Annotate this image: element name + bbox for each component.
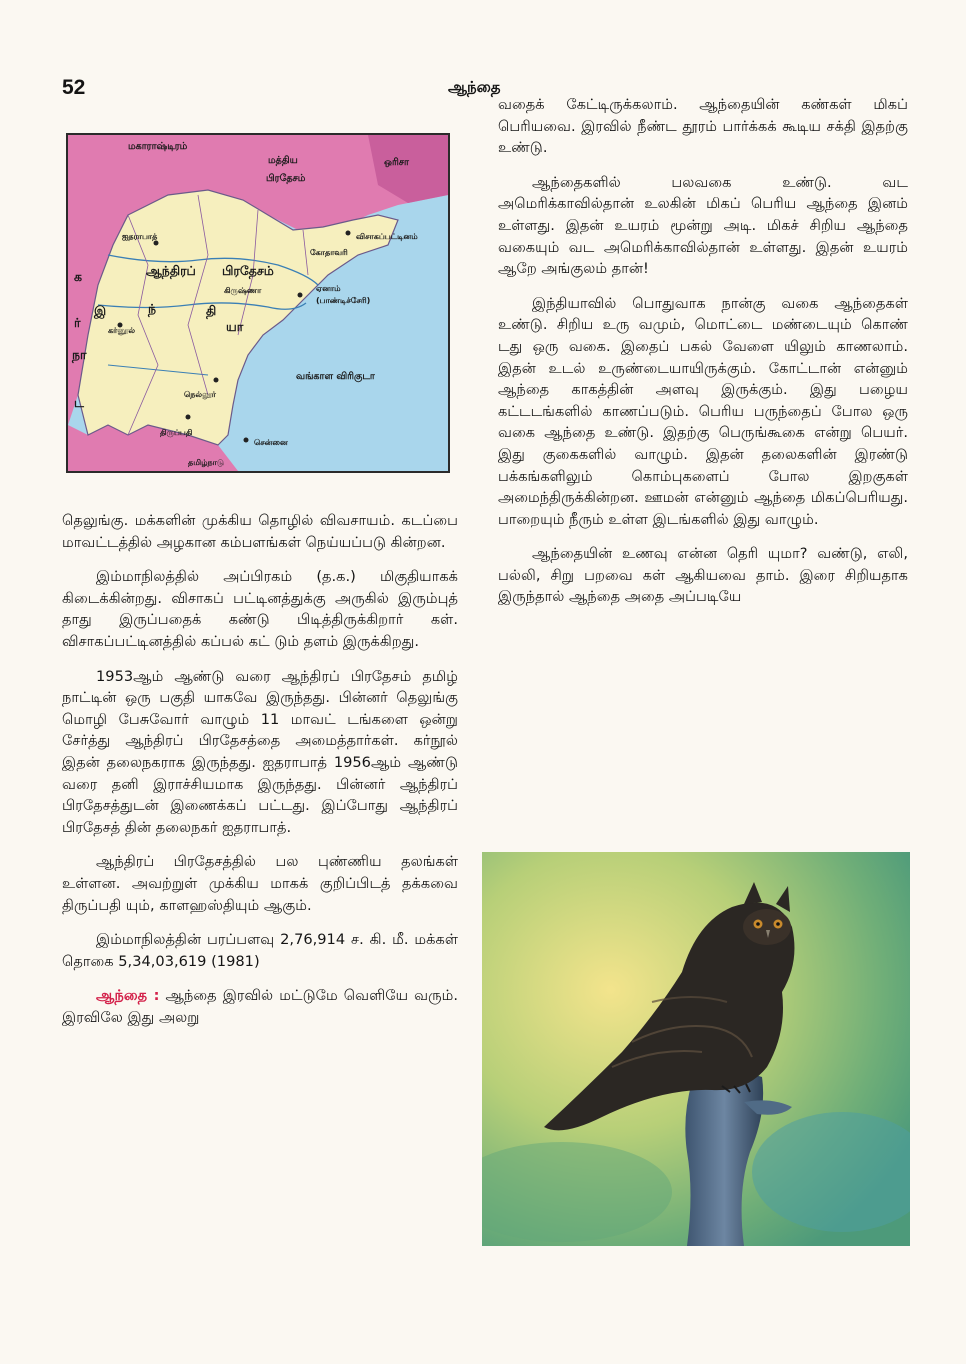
map-label-visakhapatnam: விசாகப்பட்டினம் <box>356 232 418 241</box>
map-label-chennai: சென்னை <box>254 438 288 447</box>
paragraph-area-population: இம்மாநிலத்தின் பரப்பளவு 2,76,914 ச. கி. மீ. மக்கள் தொகை 5,34,03,619 (1981) <box>62 931 458 970</box>
paragraph-history: 1953ஆம் ஆண்டு வரை ஆந்திரப் பிரதேசம் தமிழ் நாட்டின் ஒரு பகுதி யாகவே இருந்தது. பின்னர் தெலுங்கு மொழி பேசுவோர் வாழும் 11 மாவட் டங்களை ஒன்று சேர்த்து ஆந்திரப் பிரதேசத்தை அமைத்தார்கள். கர்நூல் இதன் தலைநகராக இருந்தது. ஐதராபாத் 1956ஆம் ஆண்டு வரை தனி இராச்சியமாக இருந்தது. பின்னர் ஆந்திரப் பிரதேசத்துடன் இணைக்கப் பட்டது. இப்போது ஆந்திரப் பிரதேசத் தின் தலைநகர் ஐதராபாத். <box>62 667 458 836</box>
paragraph-owl-eyes: வதைக் கேட்டிருக்கலாம். ஆந்தையின் கண்கள் மிகப் பெரியவை. இரவில் நீண்ட தூரம் பார்க்கக் கூடிய சக்தி இதற்கு உண்டு. <box>498 96 908 157</box>
map-label-pradesam: பிரதேசம் <box>222 263 274 278</box>
map-label-i: இ <box>94 303 107 318</box>
map-label-madhya: மத்திய <box>268 155 298 166</box>
paragraph-owl-intro <box>62 985 458 1028</box>
yanam-dot <box>298 293 303 298</box>
map-drawing <box>68 135 448 471</box>
owl-pupil <box>776 922 780 926</box>
tirupati-dot <box>186 415 191 420</box>
map-label-hyderabad: ஐதராபாத் <box>122 232 158 241</box>
map-label-maharashtra: மகாராஷ்டிரம் <box>128 141 188 152</box>
map-label-na: நா <box>72 347 87 362</box>
paragraph-owl-food: ஆந்தையின் உணவு என்ன தெரி யுமா? வண்டு, எலி, பல்லி, சிறு பறவை கள் ஆகியவை தாம். இரை சிறியதாக இருந்தால் ஆந்தை அதை அப்படியே <box>498 545 908 606</box>
map-label-ya: யா <box>226 319 244 334</box>
map-label-nellore: நெல்லூர் <box>184 390 216 399</box>
map-label-pradesam-top: பிரதேசம் <box>266 173 306 184</box>
andhra-pradesh-map <box>66 133 450 473</box>
map-label-pondicherry: (பாண்டிச்சேரி) <box>316 296 371 305</box>
headword-owl: ஆந்தை : <box>96 987 160 1005</box>
map-label-andhra: ஆந்திரப் <box>146 263 196 278</box>
map-label-ka: க <box>74 269 82 284</box>
visakhapatnam-dot <box>346 231 351 236</box>
map-label-tirupati: திருப்பதி <box>160 428 193 437</box>
map-label-kurnool: கர்னூல் <box>108 326 135 335</box>
map-label-ta: ட <box>74 395 84 410</box>
owl-pupil <box>756 922 760 926</box>
paragraph-occupation: தெலுங்கு. மக்களின் முக்கிய தொழில் விவசாயம். கடப்பை மாவட்டத்தில் அழகான கம்பளங்கள் நெய்யப்படு கின்றன. <box>62 512 458 551</box>
map-label-yanam: ஏனாம் <box>316 284 341 293</box>
owl-intro-text: ஆந்தை இரவில் மட்டுமே வெளியே வரும். இரவிலே இது அலறு <box>62 987 459 1026</box>
owl-face <box>743 909 791 945</box>
map-label-bay: வங்காள விரிகுடா <box>296 371 375 382</box>
map-label-orissa: ஒரிசா <box>384 157 410 168</box>
paragraph-owls-india: இந்தியாவில் பொதுவாக நான்கு வகை ஆந்தைகள் உண்டு. சிறிய உரு வமும், மொட்டை மண்டையும் கொண் டது ஒரு வகை. இதைப் பகல் வேளை யிலும் காணலாம். இதன் உடல் உருண்டையாயிருக்கும். கோட்டான் என்னும் ஆந்தை காகத்தின் அளவு இருக்கும். இது பழைய கட்டடங்களில் காணப்படும். பெரிய பருந்தைப் போல ஒரு வகை ஆந்தை உண்டு. இதற்கு பெருங்கூகை என்று பெயர். இது குகைகளில் வாழும். இதன் தலைகளின் இரண்டு பக்கங்களிலும் கொம்புகளைப் போல இறகுகள் அமைந்திருக்கின்றன. ஊமன் என்னும் ஆந்தை மிகப்பெரியது. பாறையும் நீரும் உள்ள இடங்களில் இது வாழும். <box>498 294 908 528</box>
left-column <box>62 510 458 1041</box>
paragraph-mica: இம்மாநிலத்தில் அப்பிரகம் (த.க.) மிகுதியாகக் கிடைக்கின்றது. விசாகப் பட்டினத்துக்கு அருகில் இரும்புத் தாது இருப்பதைக் கண்டு பிடித்திருக்கிறார் கள். விசாகப்பட்டினத்தில் கப்பல் கட் டும் தளம் இருக்கிறது. <box>62 568 458 650</box>
map-label-godavari: கோதாவரி <box>310 248 348 257</box>
map-label-tamilnadu: தமிழ்நாடு <box>188 458 224 467</box>
paragraph-pilgrimage: ஆந்திரப் பிரதேசத்தில் பல புண்ணிய தலங்கள் உள்ளன. அவற்றுள் முக்கிய மாகக் குறிப்பிடத் தக்கவை திருப்பதி யும், காளஹஸ்தியும் ஆகும். <box>62 853 458 914</box>
owl-illustration <box>482 852 910 1246</box>
map-label-di: தி <box>206 303 217 318</box>
nellore-dot <box>214 378 219 383</box>
owl-drawing <box>482 852 910 1246</box>
right-column <box>498 94 908 621</box>
page-number: 52 <box>62 76 86 99</box>
chennai-dot <box>244 438 249 443</box>
paragraph-owl-types: ஆந்தைகளில் பலவகை உண்டு. வட அமெரிக்காவில்தான் உலகின் மிகப் பெரிய ஆந்தை இனம் உள்ளது. இதன் உயரம் மூன்று அடி. மிகச் சிறிய ஆந்தை வகையும் வட அமெரிக்காவில்தான் உள்ளது. இதன் உயரம் ஆறே அங்குலம் தான்! <box>498 173 908 278</box>
map-label-nth: ந் <box>148 301 157 316</box>
map-label-krishna: கிருஷ்ணா <box>224 286 262 295</box>
map-label-ru: ர் <box>74 315 81 330</box>
running-head: ஆந்தை <box>448 78 501 96</box>
